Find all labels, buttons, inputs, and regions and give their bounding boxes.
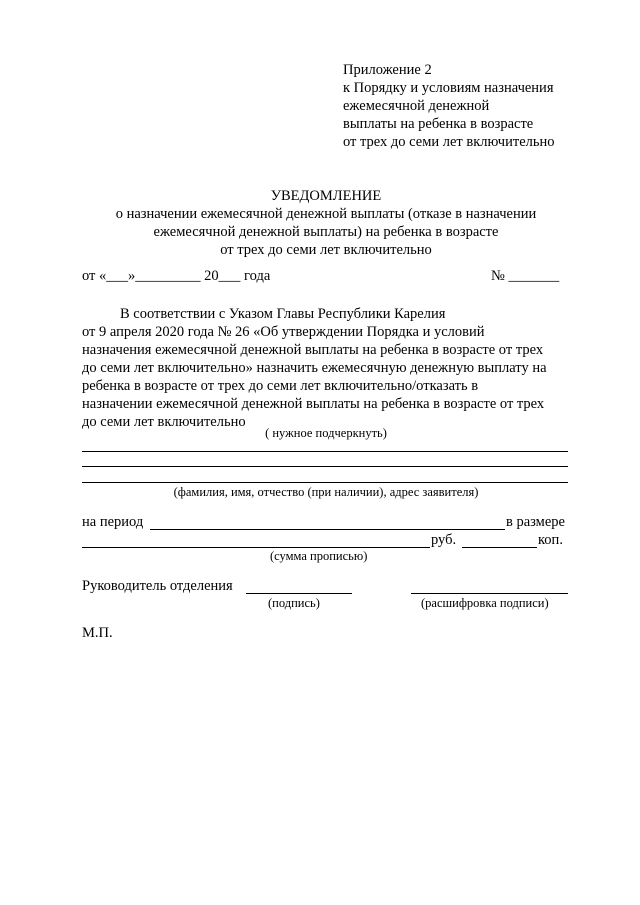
notice-title: УВЕДОМЛЕНИЕ — [270, 188, 382, 204]
subtitle-line: ежемесячной денежной выплаты) на ребенка в возрасте — [153, 224, 499, 240]
annex-block — [343, 61, 555, 151]
rub-label: руб. — [431, 532, 457, 548]
body-line: от 9 апреля 2020 года № 26 «Об утверждении Порядка и условий — [82, 324, 485, 340]
signature-decode-field-line[interactable] — [411, 593, 568, 594]
annex-line: к Порядку и условиям назначения — [343, 80, 554, 96]
applicant-caption: (фамилия, имя, отчество (при наличии), адрес заявителя) — [173, 485, 479, 499]
signature-decode-caption: (расшифровка подписи) — [421, 596, 549, 610]
annex-line: выплаты на ребенка в возрасте — [343, 116, 534, 132]
notice-subtitle — [80, 205, 572, 259]
amount-label: в размере — [506, 514, 565, 530]
body-line: до семи лет включительно — [82, 414, 246, 430]
body-line: ребенка в возрасте от трех до семи лет включительно/отказать в — [82, 378, 479, 394]
body-line: В соответствии с Указом Главы Республики Карелия — [120, 306, 446, 322]
annex-line: Приложение 2 — [343, 62, 432, 78]
annex-line: ежемесячной денежной — [343, 98, 490, 114]
signature-caption: (подпись) — [268, 596, 320, 610]
annex-line: от трех до семи лет включительно — [343, 134, 555, 150]
subtitle-line: от трех до семи лет включительно — [220, 242, 432, 258]
kop-field-line[interactable] — [462, 547, 537, 548]
signature-field-line[interactable] — [246, 593, 352, 594]
applicant-field-line[interactable] — [82, 451, 568, 452]
body-paragraph — [82, 305, 572, 431]
number-line: № _______ — [491, 268, 560, 284]
date-line: от «___»_________ 20___ года — [82, 268, 271, 284]
body-line: назначения ежемесячной денежной выплаты на ребенка в возрасте от трех — [82, 342, 544, 358]
underline-hint: ( нужное подчеркнуть) — [265, 426, 387, 440]
kop-label: коп. — [538, 532, 563, 548]
amount-words-field-line[interactable] — [82, 547, 430, 548]
body-line: до семи лет включительно» назначить ежемесячную денежную выплату на — [82, 360, 547, 376]
applicant-field-line[interactable] — [82, 466, 568, 467]
signature-label: Руководитель отделения — [82, 578, 233, 594]
subtitle-line: о назначении ежемесячной денежной выплаты (отказе в назначении — [115, 206, 537, 222]
amount-caption: (сумма прописью) — [270, 549, 368, 563]
period-label: на период — [82, 514, 144, 530]
applicant-field-line[interactable] — [82, 482, 568, 483]
stamp-label: М.П. — [82, 625, 113, 641]
body-line: назначении ежемесячной денежной выплаты на ребенка в возрасте от трех — [82, 396, 545, 412]
period-field-line[interactable] — [150, 529, 505, 530]
